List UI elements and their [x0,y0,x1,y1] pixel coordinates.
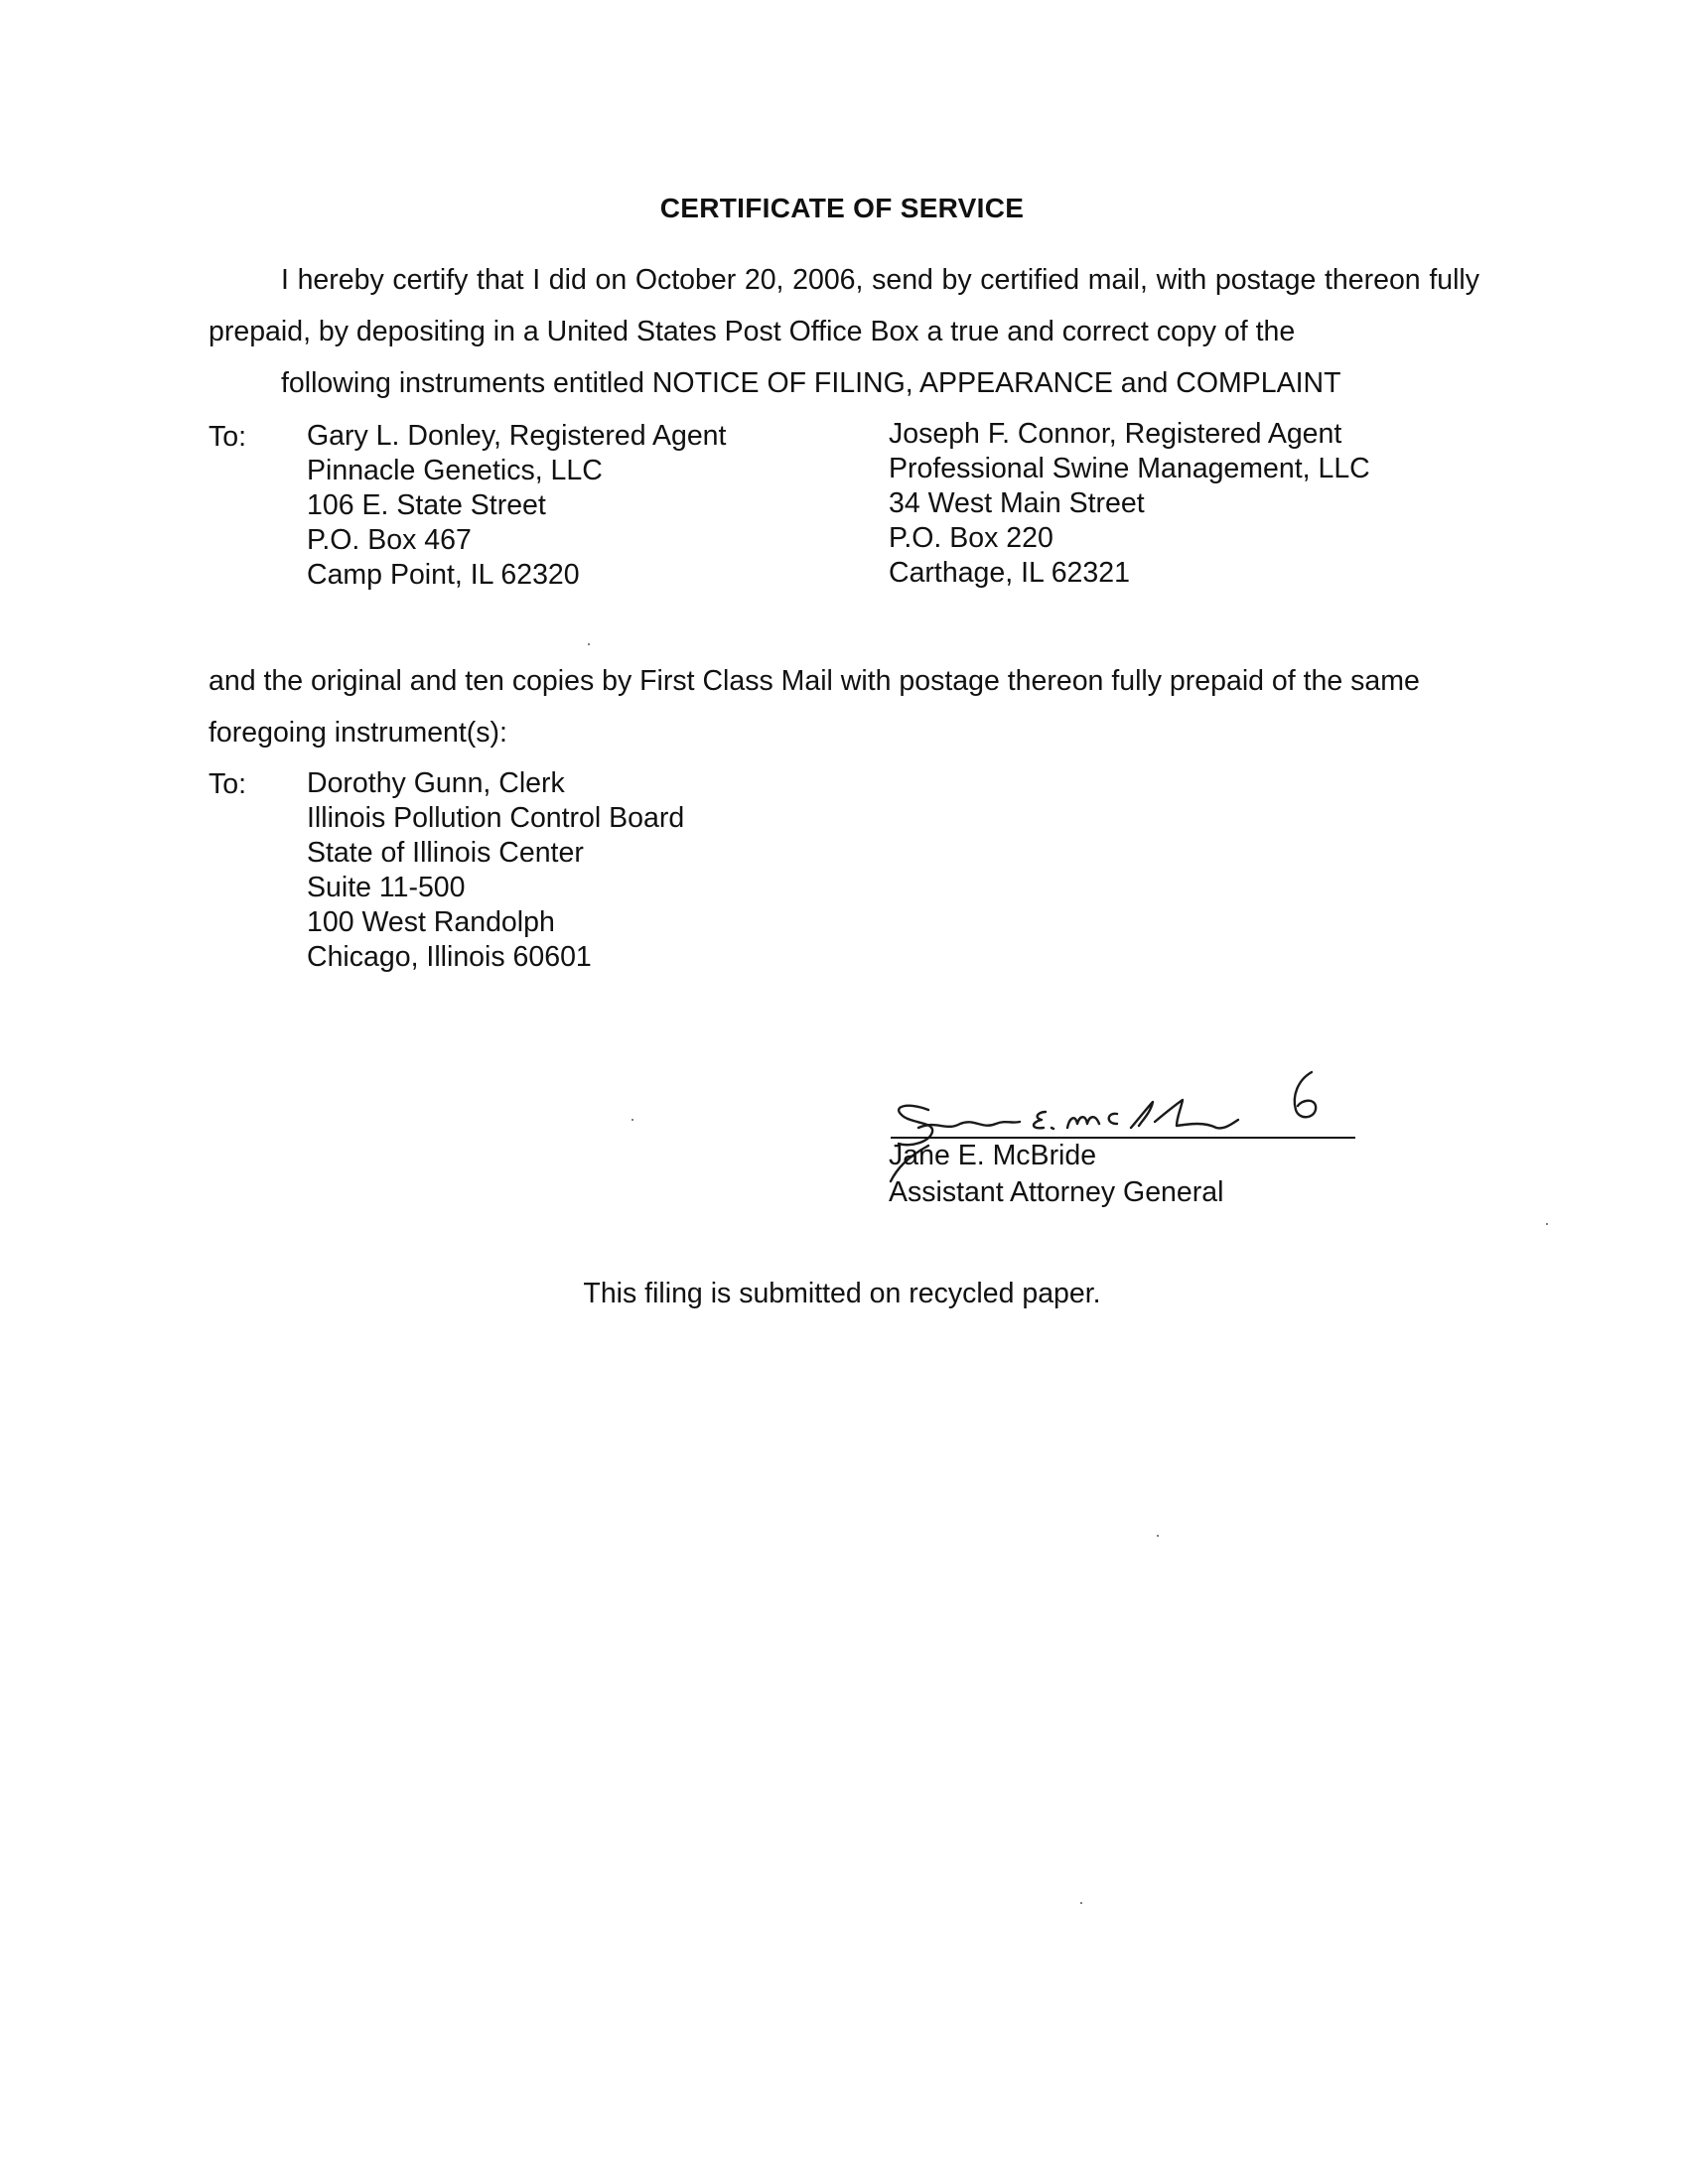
scan-speck [1157,1535,1159,1537]
original-copies-line-2: foregoing instrument(s): [209,717,507,749]
recipient-1-org: Pinnacle Genetics, LLC [307,455,603,486]
recycled-paper-note: This filing is submitted on recycled paper. [583,1278,1101,1309]
recipient-3-building: State of Illinois Center [307,837,584,869]
scan-speck [1080,1902,1082,1904]
to-label-2: To: [209,768,247,800]
original-copies-paragraph [209,655,1479,758]
scan-speck [1546,1223,1548,1225]
certification-line-2: fully prepaid, by depositing in a United States Post Office Box a true and correct copy of the [209,264,1479,347]
signer-name: Jane E. McBride [889,1140,1097,1171]
recipient-2-street: 34 West Main Street [889,487,1145,519]
scan-speck [588,643,590,645]
recipient-3-street: 100 West Randolph [307,906,555,938]
recipient-2-org: Professional Swine Management, LLC [889,453,1370,484]
recipient-3-name: Dorothy Gunn, Clerk [307,767,565,799]
recipient-1-po-box: P.O. Box 467 [307,524,472,556]
recipient-3-suite: Suite 11-500 [307,872,466,903]
scan-speck [632,1119,633,1121]
signer-info [889,1138,1223,1211]
recipient-1-street: 106 E. State Street [307,489,546,521]
recipient-address-3 [307,766,684,975]
signer-title: Assistant Attorney General [889,1176,1224,1208]
recipient-2-name: Joseph F. Connor, Registered Agent [889,418,1342,450]
document-title: CERTIFICATE OF SERVICE [659,193,1025,223]
certification-line-1: I hereby certify that I did on October 20, 2006, send by certified mail, with postage thereon [281,264,1421,296]
recipient-address-1 [307,419,726,593]
signature-block [889,1062,1355,1221]
certification-line-3: following instruments entitled NOTICE OF FILING, APPEARANCE and COMPLAINT [281,367,1341,399]
to-label-1: To: [209,421,247,453]
recipient-3-city: Chicago, Illinois 60601 [307,941,592,973]
recipient-1-city: Camp Point, IL 62320 [307,559,580,591]
recipient-address-2 [889,417,1370,591]
recipient-3-org: Illinois Pollution Control Board [307,802,685,834]
certification-paragraph [209,254,1479,409]
recipient-2-city: Carthage, IL 62321 [889,557,1130,589]
recipient-2-po-box: P.O. Box 220 [889,522,1053,554]
recipient-1-name: Gary L. Donley, Registered Agent [307,420,727,452]
original-copies-line-1: and the original and ten copies by First Class Mail with postage thereon fully prepaid of the same [209,665,1420,697]
